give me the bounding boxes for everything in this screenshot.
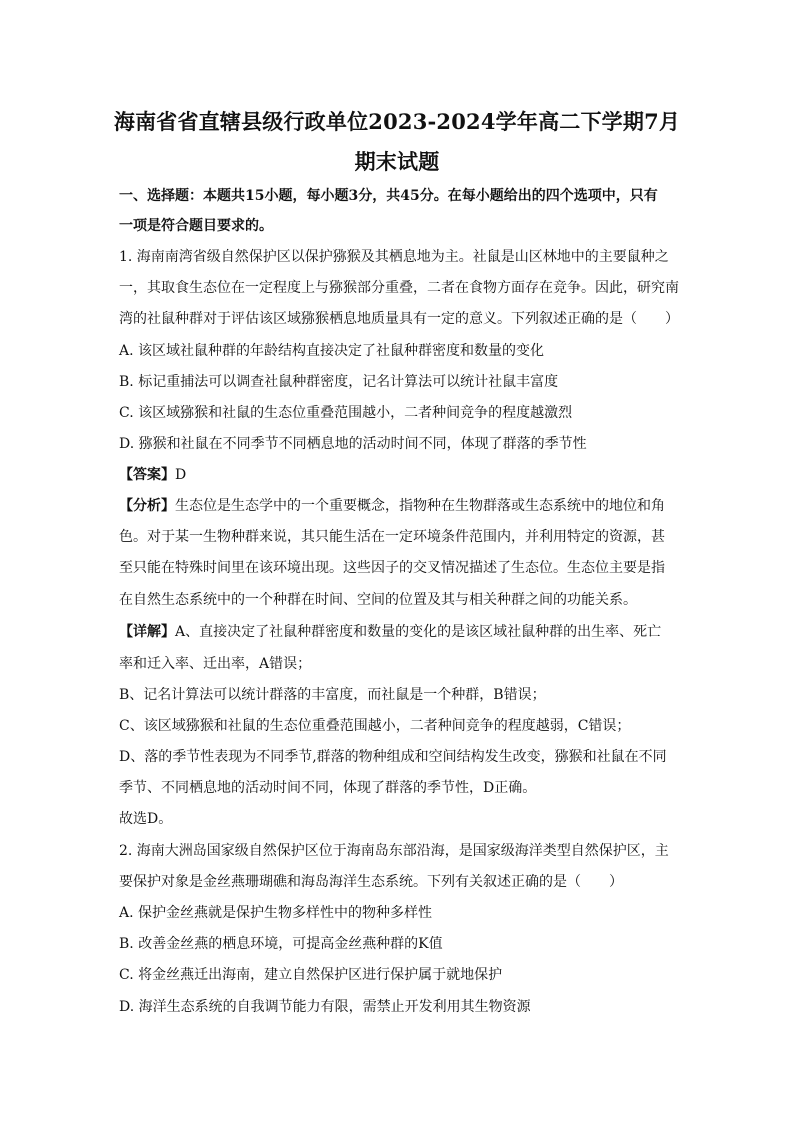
q1-analysis-line-1: [119, 496, 684, 516]
q1-stem-line-3: 湾的社鼠种群对于评估该区域猕猴栖息地质量具有一定的意义。下列叙述正确的是（ ）: [119, 311, 679, 327]
q2-option-b: B. 改善金丝燕的栖息环境，可提高金丝燕种群的K值: [119, 936, 443, 952]
answer-value: D: [175, 467, 187, 483]
q1-analysis-line-3: 至只能在特殊时间里在该环境出现。这些因子的交叉情况描述了生态位。生态位主要是指: [119, 560, 665, 576]
q1-detail-line-6: 季节、不同栖息地的活动时间不同，体现了群落的季节性，D正确。: [119, 780, 537, 796]
document-title-line-1: 海南省省直辖县级行政单位2023-2024学年高二下学期7月: [113, 109, 681, 134]
detail-text: A、直接决定了社鼠种群密度和数量的变化的是该区域社鼠种群的出生率、死亡: [175, 624, 662, 640]
q1-detail-line-4: C、该区域猕猴和社鼠的生态位重叠范围越小，二者种间竞争的程度越弱，C错误；: [119, 718, 631, 734]
q1-option-d: D. 猕猴和社鼠在不同季节不同栖息地的活动时间不同，体现了群落的季节性: [119, 436, 587, 452]
q1-stem-line-2: 一，其取食生态位在一定程度上与猕猴部分重叠，二者在食物方面存在竞争。因此，研究南: [119, 280, 679, 296]
q2-option-c: C. 将金丝燕迁出海南，建立自然保护区进行保护属于就地保护: [119, 967, 503, 983]
q2-stem-line-2: 要保护对象是金丝燕珊瑚礁和海岛海洋生态系统。下列有关叙述正确的是（ ）: [119, 874, 623, 890]
q1-option-b: B. 标记重捕法可以调查社鼠种群密度，记名计算法可以统计社鼠丰富度: [119, 374, 559, 390]
q1-answer: [119, 465, 684, 485]
q1-stem-line-1: 1. 海南南湾省级自然保护区以保护猕猴及其栖息地为主。社鼠是山区林地中的主要鼠种之: [119, 249, 669, 265]
q2-option-a: A. 保护金丝燕就是保护生物多样性中的物种多样性: [119, 905, 433, 921]
q1-detail-line-3: B、记名计算法可以统计群落的丰富度，而社鼠是一个种群，B错误；: [119, 687, 546, 703]
section-heading-line-1: 一、选择题：本题共15小题，每小题3分，共45分。在每小题给出的四个选项中，只有: [119, 188, 658, 204]
q1-detail-line-5: D、落的季节性表现为不同季节,群落的物种组成和空间结构发生改变，猕猴和社鼠在不同: [119, 749, 667, 765]
q1-detail-line-7: 故选D。: [119, 811, 173, 827]
document-title-line-2: 期末试题: [354, 149, 440, 174]
q2-option-d: D. 海洋生态系统的自我调节能力有限，需禁止开发利用其生物资源: [119, 999, 531, 1015]
q1-option-a: A. 该区域社鼠种群的年龄结构直接决定了社鼠种群密度和数量的变化: [119, 343, 545, 359]
analysis-text: 生态位是生态学中的一个重要概念，指物种在生物群落或生态系统中的地位和角: [175, 498, 665, 514]
answer-tag: 【答案】: [119, 467, 175, 483]
q1-option-c: C. 该区域猕猴和社鼠的生态位重叠范围越小，二者种间竞争的程度越激烈: [119, 405, 573, 421]
q1-analysis-line-2: 色。对于某一生物种群来说，其只能生活在一定环境条件范围内，并利用特定的资源，甚: [119, 529, 665, 545]
q1-detail-line-1: [119, 622, 684, 642]
q1-detail-line-2: 率和迁入率、迁出率，A错误；: [119, 656, 312, 672]
detail-tag: 【详解】: [119, 624, 175, 640]
q1-analysis-line-4: 在自然生态系统中的一个种群在时间、空间的位置及其与相关种群之间的功能关系。: [119, 592, 637, 608]
section-heading-line-2: 一项是符合题目要求的。: [119, 218, 273, 234]
q2-stem-line-1: 2. 海南大洲岛国家级自然保护区位于海南岛东部沿海，是国家级海洋类型自然保护区，主: [119, 843, 669, 859]
analysis-tag: 【分析】: [119, 498, 175, 514]
